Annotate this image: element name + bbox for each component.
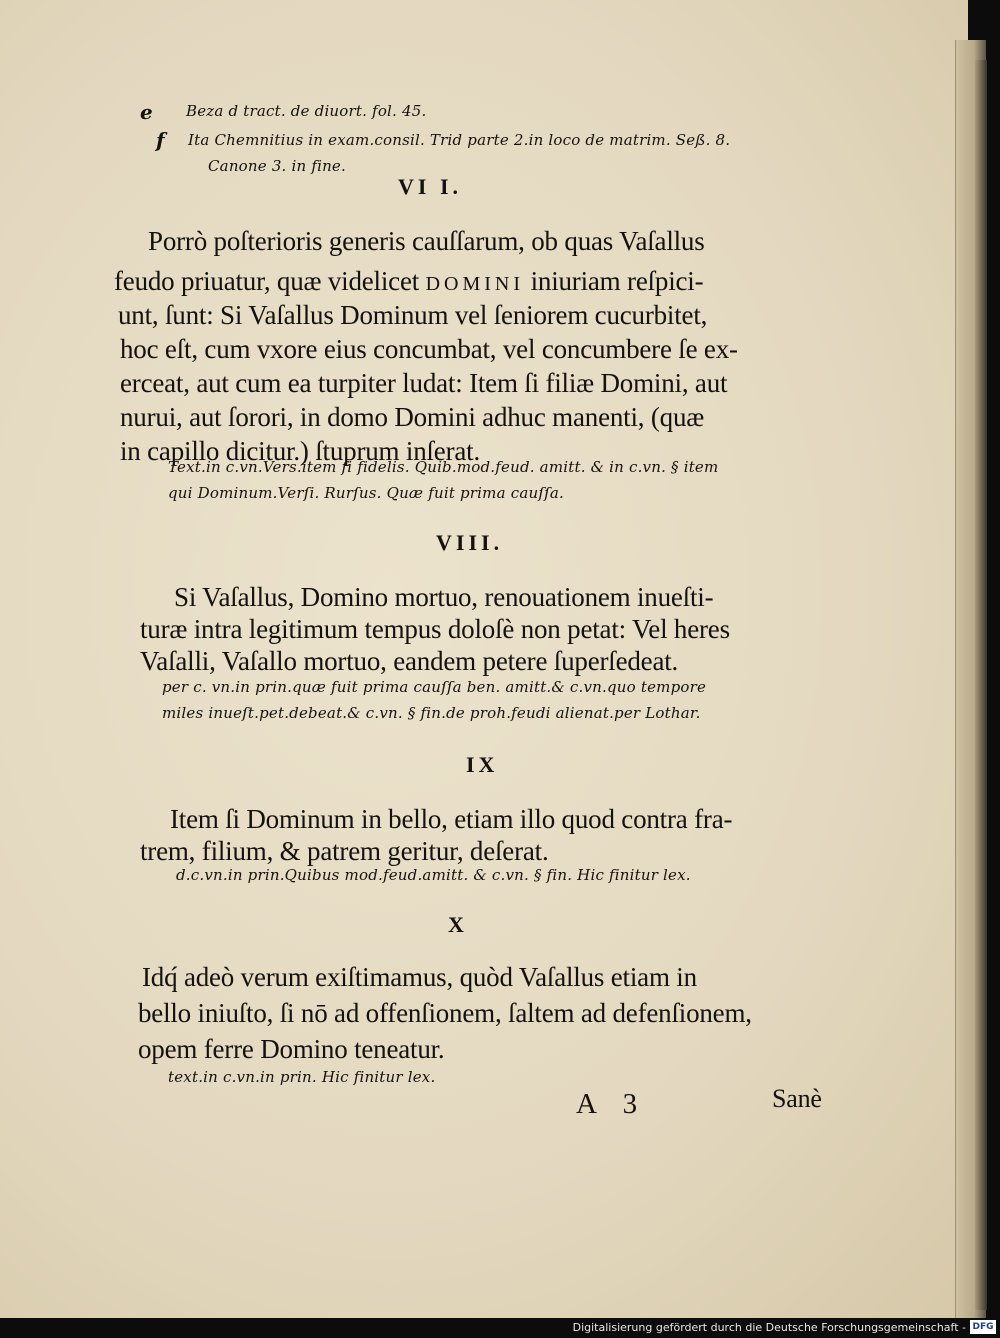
note-marker-e: e (140, 100, 153, 124)
body-line: turæ intra legitimum tempus doloſè non petat: Vel heres (140, 614, 730, 644)
note-f-line2: Canone 3. in fine. (208, 157, 346, 175)
domini-small-caps: DOMINI (425, 273, 525, 295)
catchword: Sanè (772, 1084, 822, 1113)
body-line: Vaſalli, Vaſallo mortuo, eandem petere ſuperſedeat. (140, 646, 679, 676)
footer-credit: Digitalisierung gefördert durch die Deutsche Forschungsgemeinschaft - (572, 1321, 966, 1334)
body-segment: feudo priuatur, quæ videlicet (114, 266, 420, 296)
citation-note: Text.in c.vn.Vers.item ſi fidelis. Quib.mod.feud. amitt. & in c.vn. § item (168, 458, 719, 476)
citation-note: text.in c.vn.in prin. Hic finitur lex. (168, 1068, 436, 1086)
section-heading-x: X (448, 912, 468, 937)
citation-note: per c. vn.in prin.quæ fuit prima cauſſa ben. amitt.& c.vn.quo tempore (162, 678, 707, 696)
note-marker-f: f (156, 128, 165, 152)
body-line: hoc eſt, cum vxore eius concumbat, vel concumbere ſe ex- (120, 334, 738, 364)
body-line: bello iniuſto, ſi nō ad offenſionem, ſaltem ad defenſionem, (138, 998, 752, 1028)
note-f-line1: Ita Chemnitius in exam.consil. Trid parte 2.in loco de matrim. Seß. 8. (188, 131, 731, 149)
citation-note: qui Dominum.Verſi. Rurſus. Quæ fuit prima cauſſa. (168, 484, 564, 502)
citation-note: d.c.vn.in prin.Quibus mod.feud.amitt. & c.vn. § fin. Hic finitur lex. (176, 866, 691, 884)
dfg-logo: DFG (970, 1320, 996, 1334)
section-heading-viii: VIII. (436, 530, 504, 555)
page-edge-shadow (975, 60, 987, 1310)
body-line: erceat, aut cum ea turpiter ludat: Item ſi filiæ Domini, aut (120, 368, 728, 398)
body-line: Porrò poſterioris generis cauſſarum, ob quas Vaſallus (148, 226, 705, 256)
section-heading-ix: IX (466, 752, 499, 777)
section-heading-vii: VI I. (398, 174, 463, 199)
body-segment: iniuriam reſpici- (530, 266, 704, 296)
body-line: Idq́ adeò verum exiſtimamus, quòd Vaſallus etiam in (142, 962, 697, 992)
body-line: opem ferre Domino teneatur. (138, 1034, 445, 1064)
body-line: trem, filium, & patrem geritur, deſerat. (140, 836, 549, 866)
body-line: Si Vaſallus, Domino mortuo, renouationem inueſti- (174, 582, 714, 612)
signature-mark: A 3 (576, 1088, 648, 1120)
body-line (114, 266, 703, 297)
body-line: in capillo dicitur.) ſtuprum inſerat. (120, 436, 481, 466)
body-line: Item ſi Dominum in bello, etiam illo quod contra fra- (170, 804, 733, 834)
body-line: nurui, aut ſorori, in domo Domini adhuc manenti, (quæ (120, 402, 705, 432)
note-e: Beza d tract. de diuort. fol. 45. (186, 102, 427, 120)
body-line: unt, ſunt: Si Vaſallus Dominum vel ſeniorem cucurbitet, (118, 300, 708, 330)
citation-note: miles inueſt.pet.debeat.& c.vn. § fin.de proh.feudi alienat.per Lothar. (162, 704, 701, 722)
